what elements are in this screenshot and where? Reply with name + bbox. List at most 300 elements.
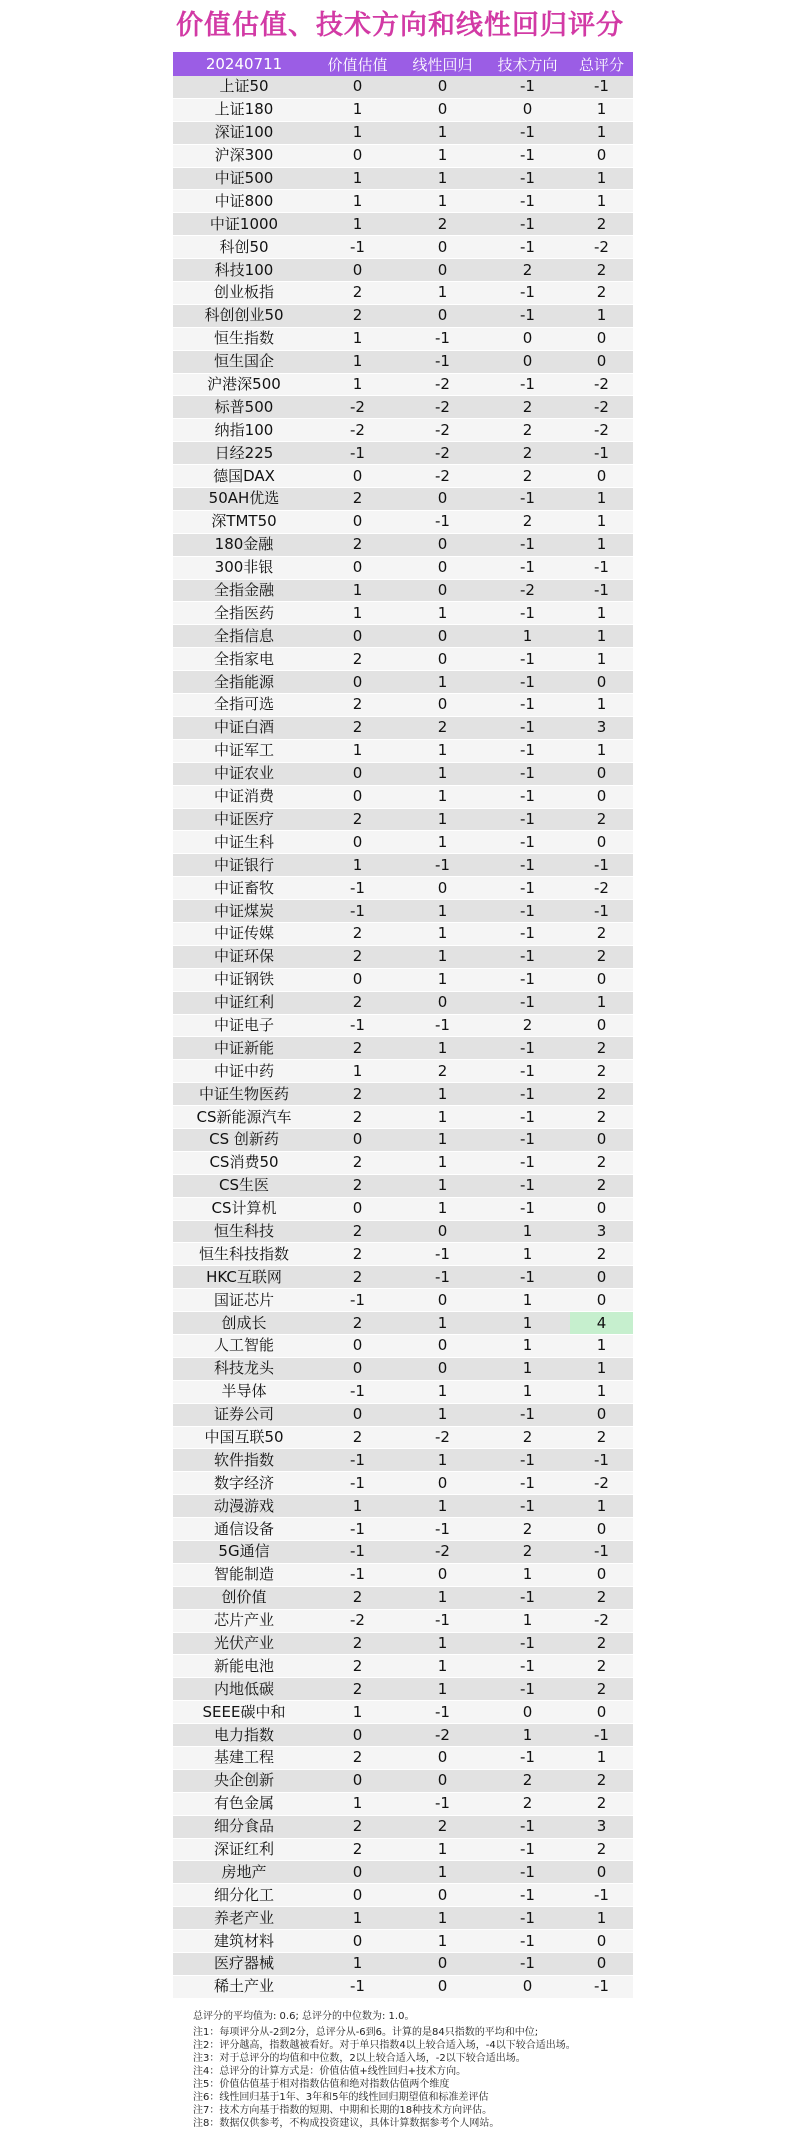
total-score-cell: 2: [570, 1655, 633, 1678]
technical-cell: 0: [485, 327, 570, 350]
regression-cell: -2: [400, 1426, 485, 1449]
page-title: 价值估值、技术方向和线性回归评分: [176, 10, 624, 41]
table-row: [173, 1014, 633, 1037]
table-row: [173, 167, 633, 190]
valuation-cell: 2: [315, 648, 400, 671]
index-name-cell: 创价值: [173, 1586, 315, 1609]
table-row: [173, 1747, 633, 1770]
valuation-cell: 0: [315, 831, 400, 854]
table-row: [173, 373, 633, 396]
table-row: [173, 1334, 633, 1357]
index-name-cell: 全指能源: [173, 671, 315, 694]
regression-cell: -2: [400, 465, 485, 488]
table-row: [173, 121, 633, 144]
table-row: [173, 1243, 633, 1266]
valuation-cell: 2: [315, 945, 400, 968]
header-value-valuation: 价值估值: [315, 52, 400, 76]
valuation-cell: -1: [315, 1563, 400, 1586]
regression-cell: 0: [400, 1975, 485, 1998]
table-row: [173, 510, 633, 533]
valuation-cell: 1: [315, 373, 400, 396]
regression-cell: 1: [400, 1632, 485, 1655]
valuation-cell: 1: [315, 190, 400, 213]
regression-cell: 1: [400, 1151, 485, 1174]
total-score-cell: 2: [570, 1037, 633, 1060]
valuation-cell: 2: [315, 1678, 400, 1701]
technical-cell: -1: [485, 190, 570, 213]
table-row: [173, 1975, 633, 1998]
index-name-cell: 中证500: [173, 167, 315, 190]
technical-cell: -1: [485, 304, 570, 327]
summary-line: 总评分的平均值为: 0.6; 总评分的中位数为: 1.0。: [193, 2011, 415, 2022]
valuation-cell: -1: [315, 1975, 400, 1998]
valuation-cell: 0: [315, 465, 400, 488]
total-score-cell: -1: [570, 900, 633, 923]
index-name-cell: 央企创新: [173, 1769, 315, 1792]
note-line: 注8：数据仅供参考，不构成投资建议，具体计算数据参考个人网站。: [193, 2118, 500, 2129]
regression-cell: 0: [400, 877, 485, 900]
valuation-cell: 2: [315, 1632, 400, 1655]
valuation-cell: 1: [315, 854, 400, 877]
index-name-cell: 半导体: [173, 1380, 315, 1403]
valuation-cell: 1: [315, 98, 400, 121]
table-row: [173, 877, 633, 900]
regression-cell: 2: [400, 716, 485, 739]
total-score-cell: 4: [570, 1312, 633, 1335]
table-row: [173, 350, 633, 373]
valuation-cell: 2: [315, 1655, 400, 1678]
table-row: [173, 1472, 633, 1495]
total-score-cell: 1: [570, 1334, 633, 1357]
technical-cell: 1: [485, 1563, 570, 1586]
technical-cell: 1: [485, 1724, 570, 1747]
technical-cell: 0: [485, 1975, 570, 1998]
index-name-cell: 中证红利: [173, 991, 315, 1014]
regression-cell: 0: [400, 1747, 485, 1770]
total-score-cell: 2: [570, 922, 633, 945]
total-score-cell: 2: [570, 1151, 633, 1174]
technical-cell: -1: [485, 648, 570, 671]
table-row: [173, 1289, 633, 1312]
valuation-cell: 0: [315, 1861, 400, 1884]
table-row: [173, 671, 633, 694]
total-score-cell: 1: [570, 533, 633, 556]
index-name-cell: 全指可选: [173, 694, 315, 717]
table-row: [173, 1403, 633, 1426]
table-row: [173, 1586, 633, 1609]
valuation-cell: -1: [315, 1518, 400, 1541]
index-name-cell: 全指医药: [173, 602, 315, 625]
valuation-cell: 1: [315, 1953, 400, 1976]
valuation-cell: -1: [315, 1541, 400, 1564]
regression-cell: -1: [400, 1266, 485, 1289]
total-score-cell: 0: [570, 671, 633, 694]
total-score-cell: 0: [570, 1197, 633, 1220]
technical-cell: 2: [485, 1518, 570, 1541]
table-row: [173, 831, 633, 854]
valuation-cell: 1: [315, 1701, 400, 1724]
regression-cell: 0: [400, 1769, 485, 1792]
index-name-cell: 科创创业50: [173, 304, 315, 327]
index-name-cell: 证券公司: [173, 1403, 315, 1426]
total-score-cell: 2: [570, 1106, 633, 1129]
total-score-cell: -1: [570, 1449, 633, 1472]
table-row: [173, 442, 633, 465]
technical-cell: -1: [485, 282, 570, 305]
technical-cell: -1: [485, 1838, 570, 1861]
technical-cell: 2: [485, 1014, 570, 1037]
technical-cell: 0: [485, 350, 570, 373]
valuation-cell: 2: [315, 1312, 400, 1335]
regression-cell: 1: [400, 1106, 485, 1129]
index-name-cell: 新能电池: [173, 1655, 315, 1678]
valuation-cell: 1: [315, 1792, 400, 1815]
valuation-cell: 1: [315, 350, 400, 373]
regression-cell: 1: [400, 1083, 485, 1106]
regression-cell: 1: [400, 167, 485, 190]
table-row: [173, 1609, 633, 1632]
index-name-cell: HKC互联网: [173, 1266, 315, 1289]
regression-cell: 0: [400, 1289, 485, 1312]
valuation-cell: -1: [315, 1289, 400, 1312]
table-row: [173, 1792, 633, 1815]
score-table: [173, 52, 633, 1999]
table-row: [173, 1907, 633, 1930]
table-row: [173, 922, 633, 945]
technical-cell: -1: [485, 1861, 570, 1884]
note-line: 注4：总评分的计算方式是：价值估值+线性回归+技术方向。: [193, 2066, 467, 2077]
valuation-cell: 1: [315, 1495, 400, 1518]
table-row: [173, 1083, 633, 1106]
valuation-cell: 0: [315, 1930, 400, 1953]
valuation-cell: 1: [315, 602, 400, 625]
total-score-cell: 0: [570, 350, 633, 373]
total-score-cell: 1: [570, 1747, 633, 1770]
index-name-cell: 软件指数: [173, 1449, 315, 1472]
technical-cell: -1: [485, 716, 570, 739]
total-score-cell: -2: [570, 1472, 633, 1495]
total-score-cell: 1: [570, 190, 633, 213]
table-row: [173, 648, 633, 671]
valuation-cell: -1: [315, 1449, 400, 1472]
table-row: [173, 1449, 633, 1472]
valuation-cell: -2: [315, 419, 400, 442]
total-score-cell: -1: [570, 579, 633, 602]
technical-cell: -1: [485, 739, 570, 762]
index-name-cell: CS生医: [173, 1174, 315, 1197]
technical-cell: 1: [485, 1289, 570, 1312]
total-score-cell: 2: [570, 259, 633, 282]
regression-cell: -2: [400, 419, 485, 442]
index-name-cell: 有色金属: [173, 1792, 315, 1815]
index-name-cell: 全指信息: [173, 625, 315, 648]
index-name-cell: 创业板指: [173, 282, 315, 305]
technical-cell: -1: [485, 488, 570, 511]
table-row: [173, 1701, 633, 1724]
table-row: [173, 739, 633, 762]
index-name-cell: 电力指数: [173, 1724, 315, 1747]
regression-cell: 1: [400, 1586, 485, 1609]
index-name-cell: 300非银: [173, 556, 315, 579]
table-row: [173, 945, 633, 968]
table-row: [173, 1678, 633, 1701]
valuation-cell: 2: [315, 716, 400, 739]
total-score-cell: 2: [570, 1678, 633, 1701]
technical-cell: -1: [485, 1655, 570, 1678]
technical-cell: -1: [485, 1930, 570, 1953]
total-score-cell: 2: [570, 1586, 633, 1609]
index-name-cell: 中证800: [173, 190, 315, 213]
technical-cell: 1: [485, 1243, 570, 1266]
table-row: [173, 625, 633, 648]
valuation-cell: 0: [315, 144, 400, 167]
technical-cell: -1: [485, 1449, 570, 1472]
regression-cell: 1: [400, 945, 485, 968]
technical-cell: 1: [485, 1609, 570, 1632]
table-row: [173, 144, 633, 167]
regression-cell: 1: [400, 1655, 485, 1678]
regression-cell: 0: [400, 76, 485, 98]
regression-cell: 1: [400, 1495, 485, 1518]
note-line: 注1：每项评分从-2到2分，总评分从-6到6。计算的是84只指数的平均和中位;: [193, 2027, 539, 2038]
technical-cell: -1: [485, 236, 570, 259]
technical-cell: 2: [485, 259, 570, 282]
valuation-cell: 2: [315, 1037, 400, 1060]
valuation-cell: 0: [315, 1769, 400, 1792]
table-row: [173, 236, 633, 259]
total-score-cell: 3: [570, 1220, 633, 1243]
technical-cell: -1: [485, 1632, 570, 1655]
valuation-cell: 2: [315, 808, 400, 831]
total-score-cell: 0: [570, 1518, 633, 1541]
total-score-cell: 1: [570, 1495, 633, 1518]
technical-cell: 1: [485, 1334, 570, 1357]
valuation-cell: 2: [315, 1815, 400, 1838]
regression-cell: 1: [400, 1197, 485, 1220]
index-name-cell: 德国DAX: [173, 465, 315, 488]
technical-cell: -1: [485, 1495, 570, 1518]
regression-cell: 0: [400, 1884, 485, 1907]
index-name-cell: 中证传媒: [173, 922, 315, 945]
regression-cell: 0: [400, 1953, 485, 1976]
note-line: 注3：对于总评分的均值和中位数，2以上较合适入场，-2以下较合适出场。: [193, 2053, 526, 2064]
valuation-cell: 0: [315, 785, 400, 808]
technical-cell: -1: [485, 1472, 570, 1495]
header-date: 20240711: [173, 52, 315, 76]
valuation-cell: 2: [315, 694, 400, 717]
index-name-cell: 上证50: [173, 76, 315, 98]
total-score-cell: 2: [570, 808, 633, 831]
index-name-cell: 纳指100: [173, 419, 315, 442]
regression-cell: 1: [400, 602, 485, 625]
total-score-cell: -1: [570, 1975, 633, 1998]
total-score-cell: 0: [570, 144, 633, 167]
total-score-cell: 1: [570, 167, 633, 190]
table-row: [173, 1220, 633, 1243]
index-name-cell: 沪港深500: [173, 373, 315, 396]
regression-cell: 1: [400, 1678, 485, 1701]
technical-cell: -1: [485, 991, 570, 1014]
regression-cell: 1: [400, 121, 485, 144]
table-row: [173, 259, 633, 282]
total-score-cell: 1: [570, 739, 633, 762]
technical-cell: -1: [485, 1907, 570, 1930]
valuation-cell: 1: [315, 579, 400, 602]
table-row: [173, 1518, 633, 1541]
technical-cell: -1: [485, 831, 570, 854]
valuation-cell: 1: [315, 327, 400, 350]
total-score-cell: 2: [570, 1632, 633, 1655]
valuation-cell: 2: [315, 1838, 400, 1861]
table-row: [173, 1632, 633, 1655]
table-row: [173, 190, 633, 213]
total-score-cell: 0: [570, 1563, 633, 1586]
valuation-cell: 2: [315, 1151, 400, 1174]
regression-cell: 1: [400, 1037, 485, 1060]
table-row: [173, 1266, 633, 1289]
valuation-cell: 1: [315, 1907, 400, 1930]
regression-cell: 0: [400, 1357, 485, 1380]
technical-cell: -1: [485, 854, 570, 877]
table-row: [173, 396, 633, 419]
total-score-cell: 2: [570, 1769, 633, 1792]
index-name-cell: 中证环保: [173, 945, 315, 968]
total-score-cell: 2: [570, 1060, 633, 1083]
total-score-cell: 1: [570, 304, 633, 327]
index-name-cell: 中证生物医药: [173, 1083, 315, 1106]
index-name-cell: 科技龙头: [173, 1357, 315, 1380]
regression-cell: 1: [400, 900, 485, 923]
valuation-cell: -2: [315, 1609, 400, 1632]
technical-cell: -1: [485, 1128, 570, 1151]
table-row: [173, 533, 633, 556]
valuation-cell: 0: [315, 76, 400, 98]
total-score-cell: 2: [570, 1243, 633, 1266]
total-score-cell: 1: [570, 1907, 633, 1930]
total-score-cell: 1: [570, 488, 633, 511]
total-score-cell: 0: [570, 1953, 633, 1976]
valuation-cell: 1: [315, 121, 400, 144]
regression-cell: 0: [400, 236, 485, 259]
regression-cell: 1: [400, 1861, 485, 1884]
table-header-row: [173, 52, 633, 76]
valuation-cell: 2: [315, 1243, 400, 1266]
table-row: [173, 282, 633, 305]
total-score-cell: 2: [570, 282, 633, 305]
technical-cell: -1: [485, 1106, 570, 1129]
technical-cell: 1: [485, 1312, 570, 1335]
table-row: [173, 556, 633, 579]
regression-cell: 0: [400, 579, 485, 602]
note-line: 注7：技术方向基于指数的短期、中期和长期的18种技术方向评估。: [193, 2105, 493, 2116]
technical-cell: -1: [485, 602, 570, 625]
note-line: 注6：线性回归基于1年、3年和5年的线性回归期望值和标准差评估: [193, 2092, 489, 2103]
index-name-cell: 芯片产业: [173, 1609, 315, 1632]
valuation-cell: 2: [315, 1220, 400, 1243]
technical-cell: -1: [485, 213, 570, 236]
total-score-cell: 3: [570, 1815, 633, 1838]
regression-cell: 1: [400, 1838, 485, 1861]
index-name-cell: 中证煤炭: [173, 900, 315, 923]
regression-cell: 1: [400, 739, 485, 762]
technical-cell: -1: [485, 785, 570, 808]
technical-cell: -1: [485, 1586, 570, 1609]
table-row: [173, 1930, 633, 1953]
total-score-cell: 1: [570, 510, 633, 533]
regression-cell: 0: [400, 694, 485, 717]
index-name-cell: 5G通信: [173, 1541, 315, 1564]
regression-cell: -1: [400, 1792, 485, 1815]
table-row: [173, 1541, 633, 1564]
total-score-cell: -2: [570, 396, 633, 419]
index-name-cell: CS消费50: [173, 1151, 315, 1174]
index-name-cell: 恒生指数: [173, 327, 315, 350]
technical-cell: 2: [485, 396, 570, 419]
regression-cell: -1: [400, 1014, 485, 1037]
valuation-cell: 2: [315, 1586, 400, 1609]
total-score-cell: 2: [570, 1174, 633, 1197]
valuation-cell: -1: [315, 1472, 400, 1495]
regression-cell: -2: [400, 373, 485, 396]
total-score-cell: 0: [570, 762, 633, 785]
technical-cell: 1: [485, 625, 570, 648]
total-score-cell: 2: [570, 213, 633, 236]
table-row: [173, 1563, 633, 1586]
notes-block: [193, 2010, 713, 2130]
table-row: [173, 1037, 633, 1060]
regression-cell: -1: [400, 510, 485, 533]
table-row: [173, 327, 633, 350]
total-score-cell: -1: [570, 1884, 633, 1907]
valuation-cell: 0: [315, 1128, 400, 1151]
valuation-cell: 1: [315, 167, 400, 190]
table-row: [173, 1815, 633, 1838]
index-name-cell: 中证银行: [173, 854, 315, 877]
total-score-cell: 0: [570, 1930, 633, 1953]
technical-cell: 2: [485, 1769, 570, 1792]
total-score-cell: 2: [570, 1083, 633, 1106]
index-name-cell: 细分食品: [173, 1815, 315, 1838]
regression-cell: 1: [400, 831, 485, 854]
regression-cell: 1: [400, 922, 485, 945]
valuation-cell: 0: [315, 259, 400, 282]
regression-cell: 2: [400, 1060, 485, 1083]
valuation-cell: 0: [315, 1403, 400, 1426]
table-row: [173, 465, 633, 488]
total-score-cell: -2: [570, 236, 633, 259]
index-name-cell: CS 创新药: [173, 1128, 315, 1151]
regression-cell: 1: [400, 1174, 485, 1197]
table-row: [173, 1495, 633, 1518]
regression-cell: 1: [400, 1312, 485, 1335]
index-name-cell: 基建工程: [173, 1747, 315, 1770]
technical-cell: -1: [485, 694, 570, 717]
regression-cell: 1: [400, 1403, 485, 1426]
table-row: [173, 716, 633, 739]
technical-cell: -1: [485, 1037, 570, 1060]
valuation-cell: 0: [315, 968, 400, 991]
regression-cell: -1: [400, 854, 485, 877]
index-name-cell: 标普500: [173, 396, 315, 419]
technical-cell: -1: [485, 1151, 570, 1174]
regression-cell: 1: [400, 785, 485, 808]
technical-cell: -1: [485, 671, 570, 694]
total-score-cell: -1: [570, 854, 633, 877]
total-score-cell: 0: [570, 1289, 633, 1312]
table-row: [173, 304, 633, 327]
table-row: [173, 1106, 633, 1129]
index-name-cell: 中国互联50: [173, 1426, 315, 1449]
